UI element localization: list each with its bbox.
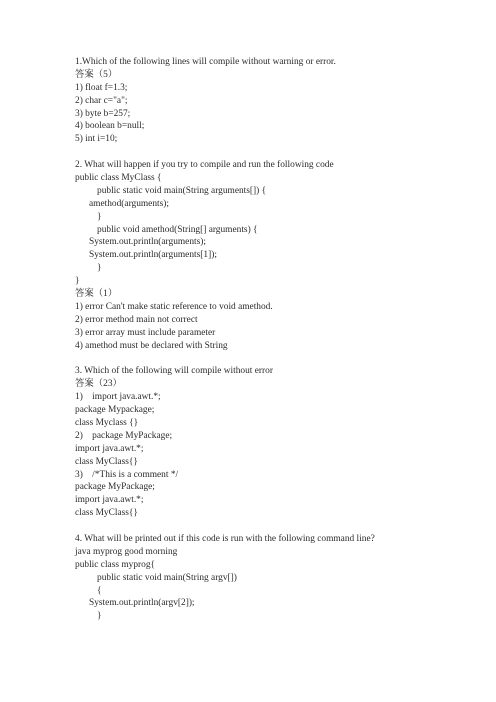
- question-line: 3) error array must include parameter: [75, 327, 216, 338]
- question-line: System.out.println(argv[2]);: [89, 598, 195, 609]
- question-line: 5) int i=10;: [75, 134, 118, 145]
- question-line: }: [97, 611, 102, 622]
- question-block: [75, 533, 475, 623]
- question-heading: 4. What will be printed out if this code is run with the following command line?: [75, 533, 375, 544]
- question-line: public void amethod(String[] arguments) {: [97, 224, 258, 235]
- question-line: System.out.println(arguments[1]);: [89, 250, 217, 261]
- question-line: {: [97, 585, 102, 596]
- question-block: [75, 56, 475, 146]
- question-line: class MyClass{}: [75, 456, 138, 467]
- question-line: public class myprog{: [75, 559, 156, 570]
- question-line: 4) amethod must be declared with String: [75, 340, 228, 351]
- question-block: [75, 365, 475, 520]
- question-line: public static void main(String argv[]): [97, 572, 237, 583]
- question-line: 3) /*This is a comment */: [75, 469, 179, 480]
- question-heading: 2. What will happen if you try to compile and run the following code: [75, 160, 334, 171]
- question-block: [75, 159, 475, 352]
- question-line: 2) error method main not correct: [75, 314, 198, 325]
- blank-line: [75, 146, 475, 159]
- question-line: public static void main(String arguments[]) {: [97, 185, 267, 196]
- question-line: import java.awt.*;: [75, 443, 144, 454]
- question-line: }: [97, 263, 102, 274]
- question-line: 答案（1）: [75, 289, 118, 300]
- blank-line: [75, 520, 475, 533]
- question-line: 2) package MyPackage;: [75, 430, 173, 441]
- document-body: [75, 56, 475, 623]
- blank-line: [75, 352, 475, 365]
- question-line: 1) error Can't make static reference to void amethod.: [75, 301, 273, 312]
- question-line: 答案（5）: [75, 69, 118, 80]
- question-line: }: [75, 276, 80, 287]
- question-line: 2) char c="a";: [75, 95, 128, 106]
- question-heading: 1.Which of the following lines will compile without warning or error.: [75, 57, 336, 67]
- question-line: class MyClass{}: [75, 508, 138, 519]
- question-line: 1) import java.awt.*;: [75, 392, 161, 403]
- question-line: class Myclass {}: [75, 417, 139, 428]
- question-line: 答案（23）: [75, 379, 122, 390]
- question-line: System.out.println(arguments);: [89, 237, 207, 248]
- question-line: java myprog good morning: [75, 546, 178, 557]
- question-line: 3) byte b=257;: [75, 108, 131, 119]
- question-line: public class MyClass {: [75, 173, 162, 184]
- question-line: package Mypackage;: [75, 405, 155, 416]
- question-line: package MyPackage;: [75, 482, 155, 493]
- question-heading: 3. Which of the following will compile without error: [75, 366, 273, 377]
- question-line: 4) boolean b=null;: [75, 121, 145, 132]
- question-line: 1) float f=1.3;: [75, 82, 128, 93]
- question-line: amethod(arguments);: [89, 198, 170, 209]
- question-line: }: [97, 211, 102, 222]
- question-line: import java.awt.*;: [75, 495, 144, 506]
